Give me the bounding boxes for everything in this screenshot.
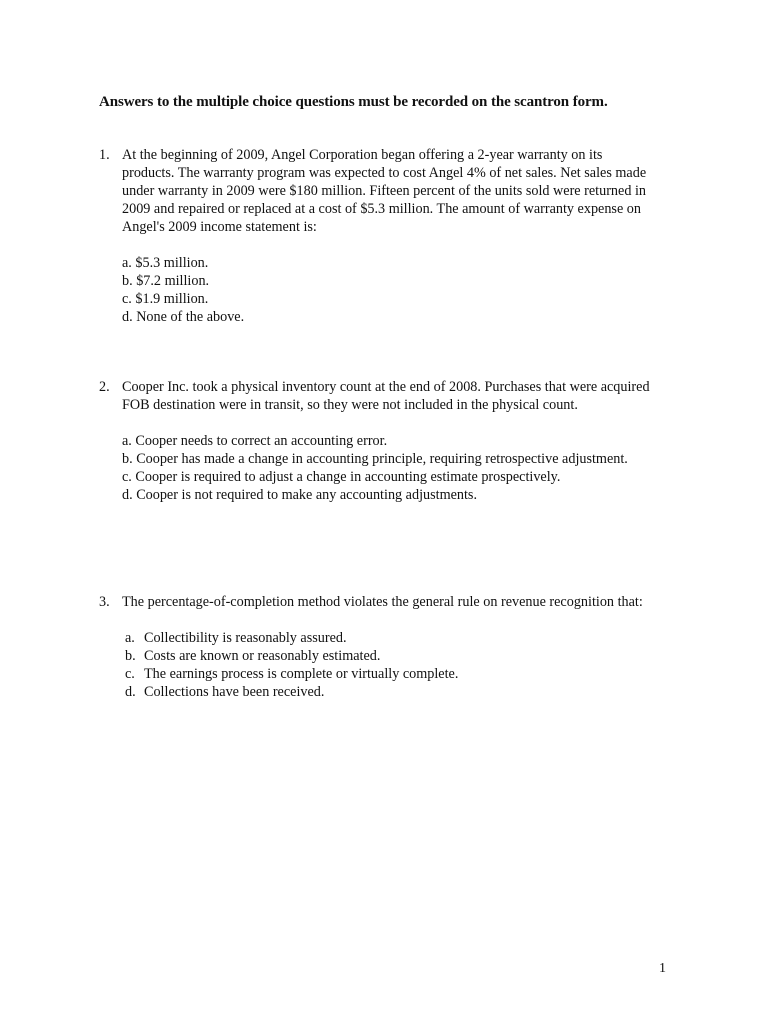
choice-letter: b. — [122, 451, 133, 467]
choice-letter: c. — [125, 666, 135, 682]
choice-a — [122, 254, 659, 272]
choice-d — [122, 683, 659, 701]
choice-letter: c. — [122, 291, 132, 307]
choice-b — [122, 450, 660, 468]
choice-letter: b. — [125, 648, 136, 664]
choice-text: Cooper has made a change in accounting principle, requiring retrospective adjustment. — [136, 451, 628, 467]
question-2 — [99, 378, 659, 504]
page-number: 1 — [659, 961, 666, 976]
choice-letter: c. — [122, 469, 132, 485]
choice-b — [122, 647, 659, 665]
question-number: 3. — [99, 594, 110, 610]
choice-text: Collectibility is reasonably assured. — [144, 630, 347, 646]
choice-letter: a. — [125, 630, 135, 646]
choice-b — [122, 272, 659, 290]
choice-c — [122, 290, 659, 308]
question-1 — [99, 146, 659, 326]
question-3 — [99, 593, 659, 701]
choice-text: The earnings process is complete or virtually complete. — [144, 666, 459, 682]
choice-text: Collections have been received. — [144, 684, 325, 700]
choice-c — [122, 665, 659, 683]
choice-letter: d. — [125, 684, 136, 700]
instructions-heading: Answers to the multiple choice questions must be recorded on the scantron form. — [99, 94, 608, 110]
choice-letter: a. — [122, 255, 132, 271]
choice-text: $1.9 million. — [135, 291, 209, 307]
choice-c — [122, 468, 660, 486]
question-text: At the beginning of 2009, Angel Corporation began offering a 2-year warranty on its products. The warranty program was expected to cost Angel 4% of net sales. Net sales made under warranty in 2009 were $180 million. Fifteen percent of the units sold were returned in 2009 and repaired or replaced at a cost of $5.3 million. The amount of warranty expense on Angel's 2009 income statement is: — [122, 147, 647, 235]
question-text: Cooper Inc. took a physical inventory count at the end of 2008. Purchases that were acquired FOB destination were in transit, so they were not included in the physical count. — [122, 379, 650, 413]
question-number: 2. — [99, 379, 110, 395]
choice-text: Cooper needs to correct an accounting error. — [135, 433, 388, 449]
choice-text: None of the above. — [136, 309, 245, 325]
answer-choices — [122, 629, 659, 701]
question-number: 1. — [99, 147, 110, 163]
choice-letter: a. — [122, 433, 132, 449]
choice-a — [122, 432, 660, 450]
choice-text: $7.2 million. — [136, 273, 210, 289]
answer-choices — [122, 432, 659, 504]
answer-choices — [122, 254, 659, 326]
choice-d — [122, 486, 660, 504]
choice-text: Cooper is required to adjust a change in accounting estimate prospectively. — [135, 469, 561, 485]
choice-letter: d. — [122, 309, 133, 325]
question-text: The percentage-of-completion method violates the general rule on revenue recognition that: — [122, 594, 643, 610]
choice-d — [122, 308, 659, 326]
choice-letter: d. — [122, 487, 133, 503]
choice-a — [122, 629, 659, 647]
choice-letter: b. — [122, 273, 133, 289]
choice-text: Costs are known or reasonably estimated. — [144, 648, 381, 664]
choice-text: Cooper is not required to make any accounting adjustments. — [136, 487, 477, 503]
choice-text: $5.3 million. — [135, 255, 209, 271]
